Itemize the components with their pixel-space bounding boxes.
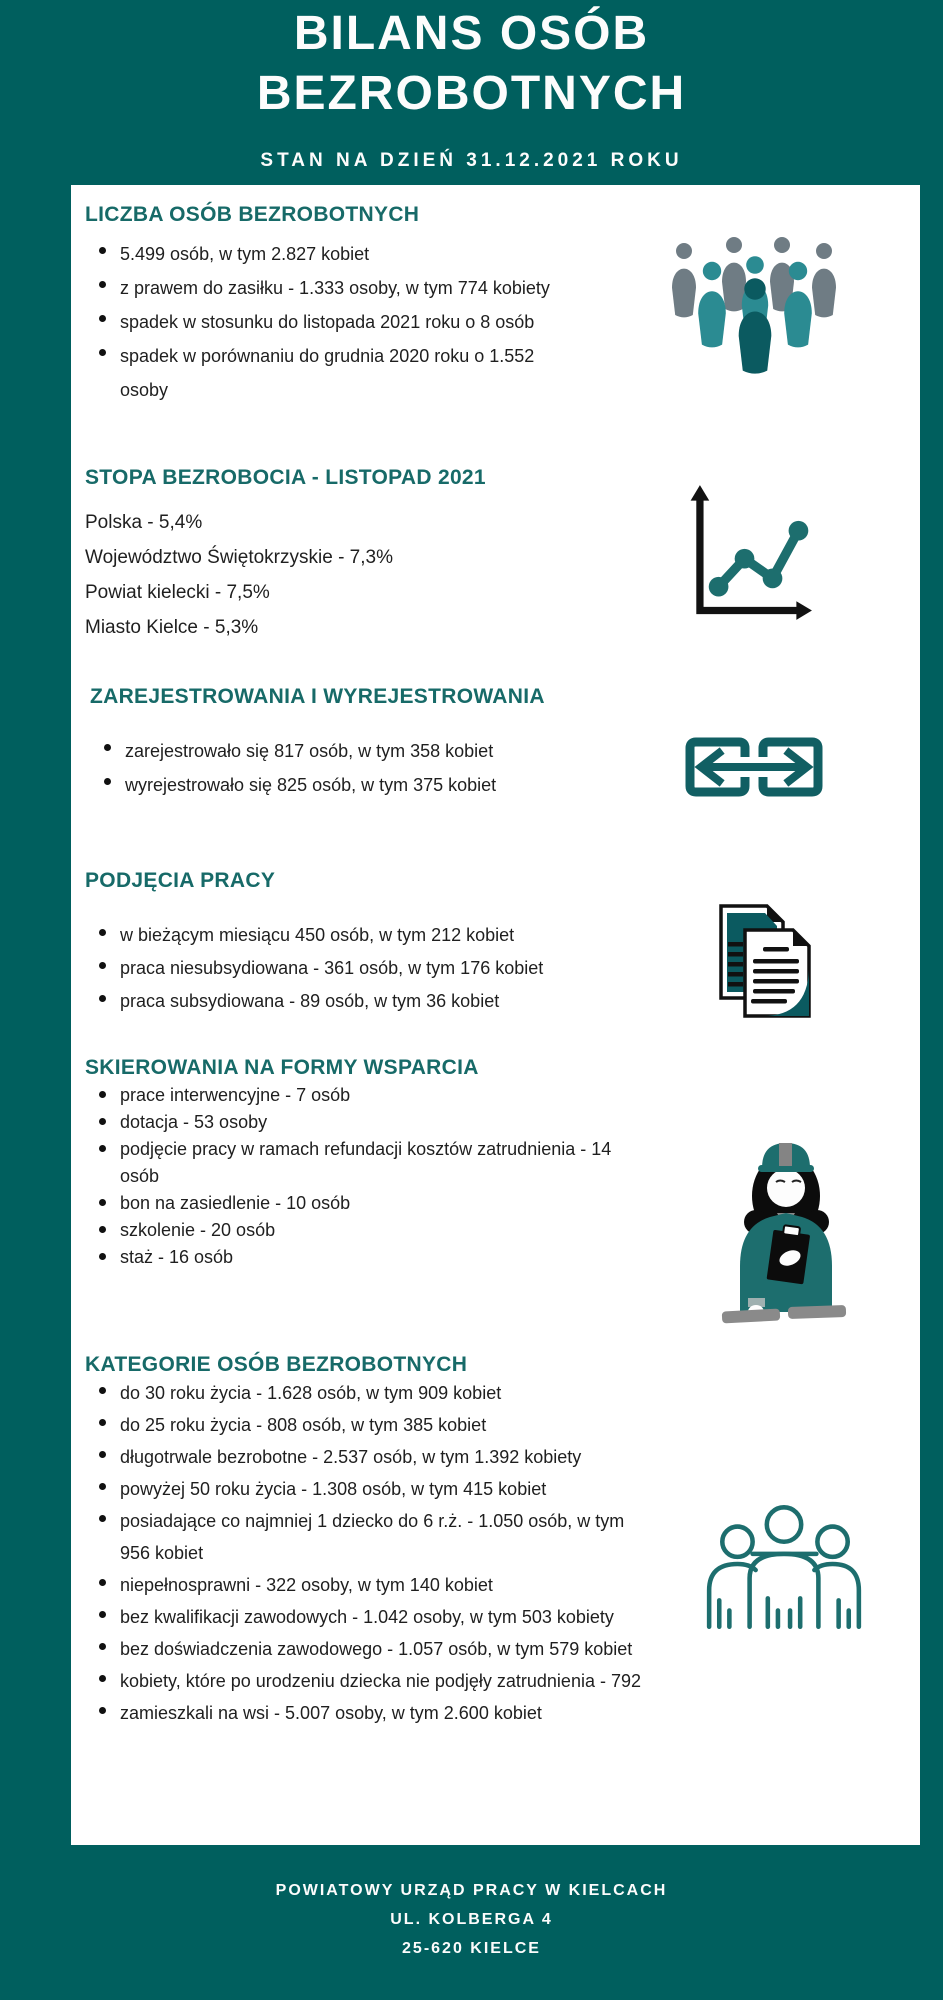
list-item: niepełnosprawni - 322 osoby, w tym 140 kobiet [92,1569,652,1601]
list-item: długotrwale bezrobotne - 2.537 osób, w tym 1.392 kobiety [92,1441,652,1473]
bullet-list-podjecia [92,919,652,1018]
footer-street: UL. KOLBERGA 4 [390,1911,553,1928]
bullet-list-liczba [92,237,572,407]
bullet-list-zarejestrowania [97,734,657,802]
list-item: powyżej 50 roku życia - 1.308 osób, w tym 415 kobiet [92,1473,652,1505]
list-item: prace interwencyjne - 7 osób [92,1082,622,1109]
list-item: spadek w stosunku do listopada 2021 roku o 8 osób [92,305,572,339]
page-title-line2: BEZROBOTNYCH [256,67,687,120]
transfer-arrows-icon [683,735,825,799]
list-item: bez kwalifikacji zawodowych - 1.042 osoby, w tym 503 kobiety [92,1601,652,1633]
page-subtitle: STAN NA DZIEŃ 31.12.2021 ROKU [260,150,683,171]
section-heading-zarejestrowania: ZAREJESTROWANIA I WYREJESTROWANIA [90,685,545,708]
list-item: staż - 16 osób [92,1244,622,1271]
list-item: szkolenie - 20 osób [92,1217,622,1244]
list-item: z prawem do zasiłku - 1.333 osoby, w tym 774 kobiety [92,271,572,305]
footer-city: 25-620 KIELCE [402,1940,541,1957]
infographic-card [71,185,920,1845]
bullet-list-kategorie [92,1377,652,1729]
section-heading-stopa: STOPA BEZROBOCIA - LISTOPAD 2021 [85,466,486,489]
list-item: zarejestrowało się 817 osób, w tym 358 kobiet [97,734,657,768]
list-item: Województwo Świętokrzyskie - 7,3% [85,547,393,568]
page-title-line1: BILANS OSÓB [293,7,650,60]
list-item: dotacja - 53 osoby [92,1109,622,1136]
list-item: do 25 roku życia - 808 osób, w tym 385 kobiet [92,1409,652,1441]
people-crowd-icon [654,227,846,375]
list-item: posiadające co najmniej 1 dziecko do 6 r.ż. - 1.050 osób, w tym 956 kobiet [92,1505,652,1569]
list-item: Polska - 5,4% [85,512,203,533]
list-item: kobiety, które po urodzeniu dziecka nie podjęły zatrudnienia - 792 [92,1665,652,1697]
page-title [0,4,943,124]
section-heading-kategorie: KATEGORIE OSÓB BEZROBOTNYCH [85,1353,468,1376]
worker-woman-icon [716,1115,856,1327]
section-heading-skierowania: SKIEROWANIA NA FORMY WSPARCIA [85,1056,479,1079]
documents-icon [711,901,819,1021]
list-item: praca niesubsydiowana - 361 osób, w tym 176 kobiet [92,952,652,985]
list-item: wyrejestrowało się 825 osób, w tym 375 kobiet [97,768,657,802]
list-item: bon na zasiedlenie - 10 osób [92,1190,622,1217]
plain-list-stopa [85,505,393,645]
section-heading-podjecia: PODJĘCIA PRACY [85,869,276,892]
footer-org-name: POWIATOWY URZĄD PRACY W KIELCACH [275,1882,668,1899]
line-chart-icon [674,483,814,623]
list-item: Powiat kielecki - 7,5% [85,582,270,603]
list-item: bez doświadczenia zawodowego - 1.057 osób, w tym 579 kobiet [92,1633,652,1665]
list-item: Miasto Kielce - 5,3% [85,617,259,638]
bullet-list-skierowania [92,1082,622,1271]
list-item: do 30 roku życia - 1.628 osób, w tym 909 kobiet [92,1377,652,1409]
list-item: zamieszkali na wsi - 5.007 osoby, w tym 2.600 kobiet [92,1697,652,1729]
list-item: spadek w porównaniu do grudnia 2020 roku o 1.552 osoby [92,339,572,407]
team-outline-icon [697,1501,871,1629]
footer [0,1876,943,1963]
list-item: podjęcie pracy w ramach refundacji kosztów zatrudnienia - 14 osób [92,1136,622,1190]
list-item: 5.499 osób, w tym 2.827 kobiet [92,237,572,271]
list-item: w bieżącym miesiącu 450 osób, w tym 212 kobiet [92,919,652,952]
section-heading-liczba: LICZBA OSÓB BEZROBOTNYCH [85,203,420,226]
list-item: praca subsydiowana - 89 osób, w tym 36 kobiet [92,985,652,1018]
